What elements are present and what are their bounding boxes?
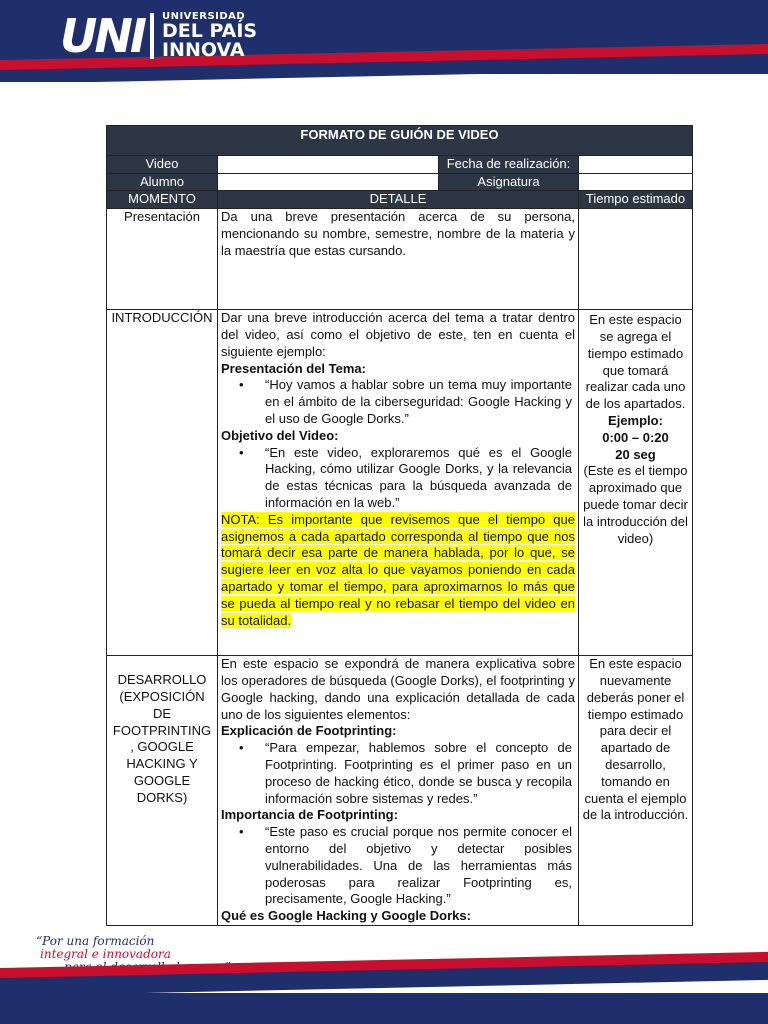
slogan-line-2: integral e innovadora xyxy=(40,947,171,961)
label-fecha: Fecha de realización: xyxy=(439,155,579,173)
detalle-desarrollo xyxy=(218,656,579,926)
alumno-field[interactable] xyxy=(218,173,439,191)
momento-presentacion: Presentación xyxy=(107,209,218,310)
tiempo-intro-seg: 20 seg xyxy=(615,446,656,462)
intro-bullet-objetivo-text: “En este video, exploraremos qué es el Google Hacking, cómo utilizar Google Dorks, y la relevancia de estas técnicas para la búsqueda avanzada de información en la web.” xyxy=(265,444,572,510)
bullet-icon: • xyxy=(239,824,244,840)
logo-wordmark xyxy=(162,12,257,60)
table-row-presentacion xyxy=(107,209,693,310)
label-asignatura: Asignatura xyxy=(439,173,579,191)
intro-bullet-tema-text: “Hoy vamos a hablar sobre un tema muy importante en el ámbito de la ciberseguridad: Google Hacking y el uso de Google Dorks.” xyxy=(265,377,572,426)
intro-heading-objetivo: Objetivo del Video: xyxy=(221,427,339,443)
column-header-detalle: DETALLE xyxy=(218,191,579,209)
asignatura-field[interactable] xyxy=(579,173,693,191)
bullet-icon: • xyxy=(239,444,244,460)
page-header xyxy=(0,0,768,82)
intro-note xyxy=(221,512,575,630)
tiempo-intro-desc: En este espacio se agrega el tiempo estimado que tomará realizar cada uno de los apartados. xyxy=(585,312,686,412)
desarrollo-bullet-footprinting-text: “Para empezar, hablemos sobre el concepto de Footprinting. Footprinting es el primer paso en un proceso de hacking ético, donde se busca y recopila información sobre sistemas y redes.” xyxy=(265,740,572,806)
footer-blue-band xyxy=(0,993,768,1024)
video-script-table xyxy=(106,125,693,926)
bullet-icon: • xyxy=(239,740,244,756)
detalle-presentacion: Da una breve presentación acerca de su persona, mencionando su nombre, semestre, nombre de la materia y la maestría que estas cursando. xyxy=(218,209,579,310)
momento-desarrollo-text: DESARROLLO (EXPOSICIÓN DE FOOTPRINTING , GOOGLE HACKING Y GOOGLE DORKS) xyxy=(112,672,212,805)
desarrollo-bullet-footprinting xyxy=(221,740,575,807)
table-title: FORMATO DE GUIÓN DE VIDEO xyxy=(107,126,693,156)
tiempo-presentacion xyxy=(579,209,693,310)
desarrollo-heading-dorks: Qué es Google Hacking y Google Dorks: xyxy=(221,908,471,924)
desarrollo-bullet-importancia xyxy=(221,824,575,908)
intro-heading-tema: Presentación del Tema: xyxy=(221,360,366,376)
bullet-icon: • xyxy=(239,377,244,393)
tiempo-introduccion xyxy=(579,310,693,656)
table-row-desarrollo xyxy=(107,656,693,926)
table-row-introduccion xyxy=(107,310,693,656)
desarrollo-heading-importancia: Importancia de Footprinting: xyxy=(221,807,398,823)
tiempo-intro-ejemplo: Ejemplo: xyxy=(608,412,663,428)
logo-line-2: DEL PAÍS xyxy=(161,20,258,42)
label-alumno: Alumno xyxy=(107,173,218,191)
logo-divider xyxy=(150,13,154,59)
intro-bullet-tema xyxy=(221,377,575,427)
logo-line-1: UNIVERSIDAD xyxy=(161,11,246,22)
fecha-field[interactable] xyxy=(579,155,693,173)
tiempo-intro-nota: (Este es el tiempo aproximado que puede tomar decir la introducción del video) xyxy=(583,463,688,546)
tiempo-intro-rango: 0:00 – 0:20 xyxy=(602,429,669,445)
slogan-line-1: “Por una formación xyxy=(36,934,155,948)
intro-bullet-objetivo xyxy=(221,445,575,512)
tiempo-desarrollo: En este espacio nuevamente deberás poner el tiempo estimado para decir el apartado de desarrollo, tomando en cuenta el ejemplo de la introducción. xyxy=(579,656,693,926)
desarrollo-heading-footprinting: Explicación de Footprinting: xyxy=(221,723,397,739)
intro-paragraph: Dar una breve introducción acerca del tema a tratar dentro del video, así como el objetivo de este, ten en cuenta el siguiente ejemplo: xyxy=(221,310,575,359)
column-header-tiempo: Tiempo estimado xyxy=(579,191,693,209)
logo-line-3: INNOVA xyxy=(161,39,245,61)
detalle-introduccion xyxy=(218,310,579,656)
momento-introduccion: INTRODUCCIÓN xyxy=(107,310,218,656)
momento-desarrollo xyxy=(107,656,218,926)
video-field[interactable] xyxy=(218,155,439,173)
column-header-momento: MOMENTO xyxy=(107,191,218,209)
university-logo xyxy=(60,10,257,62)
desarrollo-paragraph: En este espacio se expondrá de manera explicativa sobre los operadores de búsqueda (Google Dorks), el footprinting y Google hacking, dando una explicación detallada de cada uno de los siguientes elementos: xyxy=(221,656,575,722)
logo-mark: UNI xyxy=(60,9,144,63)
desarrollo-bullet-importancia-text: “Este paso es crucial porque nos permite conocer el entorno del objetivo y detectar posibles vulnerabilidades. Una de las herramientas más poderosas para realizar Footprinting es, precisamente, Google Hacking.” xyxy=(265,824,572,907)
label-video: Video xyxy=(107,155,218,173)
intro-note-highlight: NOTA: Es importante que revisemos que el tiempo que asignemos a cada apartado corresponda al tiempo que nos tomará decir esa parte de manera hablada, por lo que, se sugiere leer en voz alta lo que vayamos poniendo en cada apartado y tomar el tiempo, para aproximarnos lo más que se pueda al tiempo real y no rebasar el tiempo del video en su totalidad. xyxy=(221,511,575,628)
